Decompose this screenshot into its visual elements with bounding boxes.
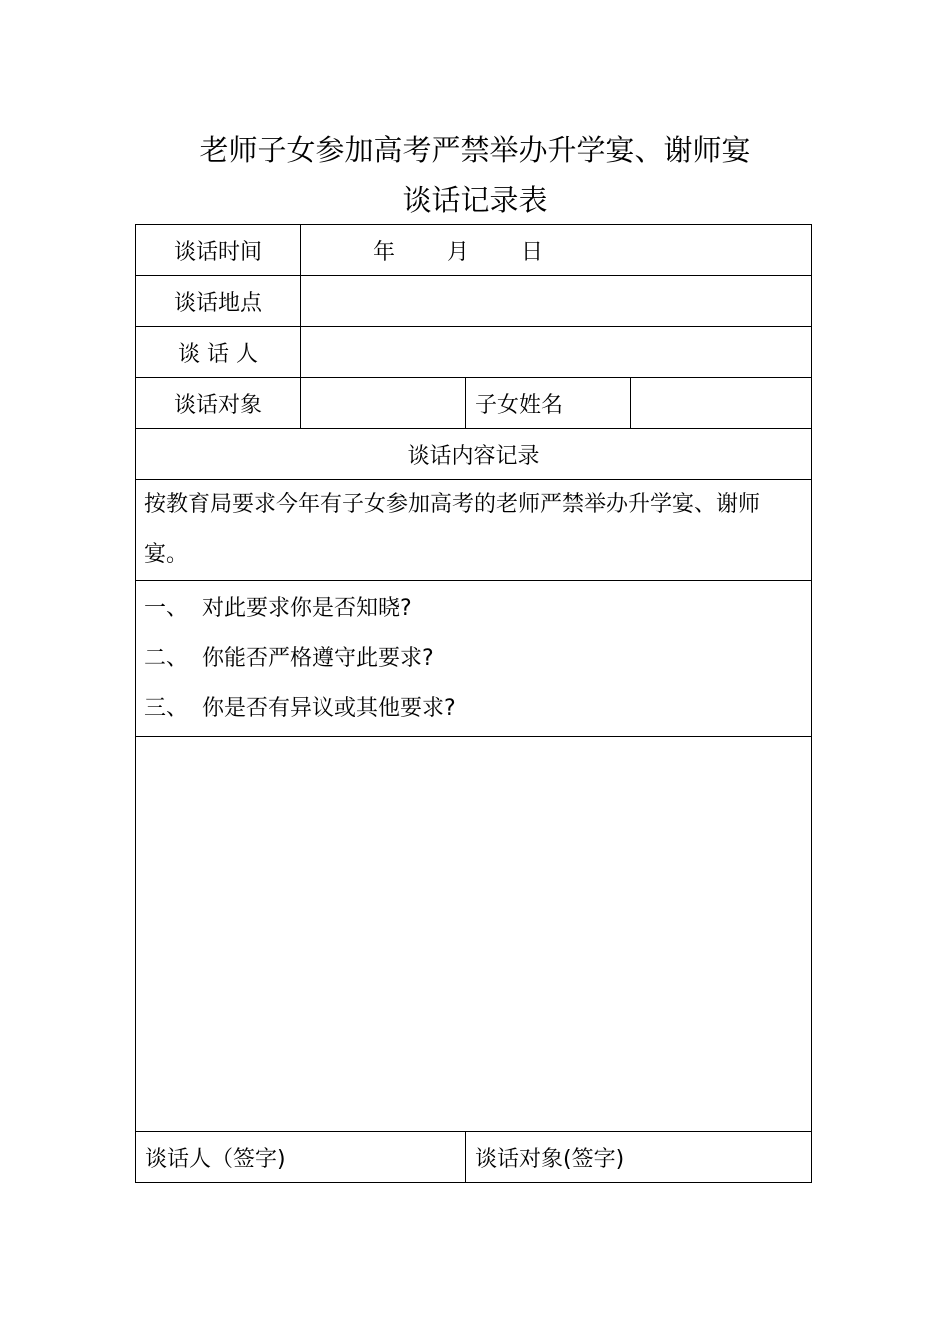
row-signatures [136,1132,812,1183]
child-name-field[interactable] [631,378,812,429]
talk-time-field[interactable] [301,225,812,276]
child-name-label: 子女姓名 [466,378,631,429]
row-questions [136,581,812,737]
question-number: 一、 [144,595,189,621]
talker-signature-field[interactable]: 谈话人（签字) [136,1132,466,1183]
question-text: 你是否有异议或其他要求? [202,695,456,721]
talk-record-form [135,224,812,1183]
talker-field[interactable] [301,327,812,378]
row-record-area [136,737,812,1132]
talk-subject-label: 谈话对象 [136,378,301,429]
document-title: 老师子女参加高考严禁举办升学宴、谢师宴 [199,133,751,167]
talk-place-label: 谈话地点 [136,276,301,327]
record-area-field[interactable] [136,737,812,1132]
day-label: 日 [521,239,544,265]
subject-signature-field[interactable]: 谈话对象(签字) [466,1132,812,1183]
question-number: 三、 [144,695,189,721]
question-text: 你能否严格遵守此要求? [202,645,434,671]
document-subtitle: 谈话记录表 [402,183,548,217]
year-label: 年 [373,239,396,265]
question-text: 对此要求你是否知晓? [202,595,412,621]
notice-text: 按教育局要求今年有子女参加高考的老师严禁举办升学宴、谢师宴。 [136,480,812,581]
month-label: 月 [447,239,470,265]
row-talk-subject [136,378,812,429]
row-content-header [136,429,812,480]
question-number: 二、 [144,645,189,671]
talk-place-field[interactable] [301,276,812,327]
row-talker [136,327,812,378]
talk-subject-field[interactable] [301,378,466,429]
content-header: 谈话内容记录 [136,429,812,480]
row-notice [136,480,812,581]
question-item [144,684,803,734]
talk-time-label: 谈话时间 [136,225,301,276]
questions-cell [136,581,812,737]
question-item [144,584,803,634]
row-talk-place [136,276,812,327]
talker-label: 谈 话 人 [136,327,301,378]
row-talk-time [136,225,812,276]
question-item [144,634,803,684]
